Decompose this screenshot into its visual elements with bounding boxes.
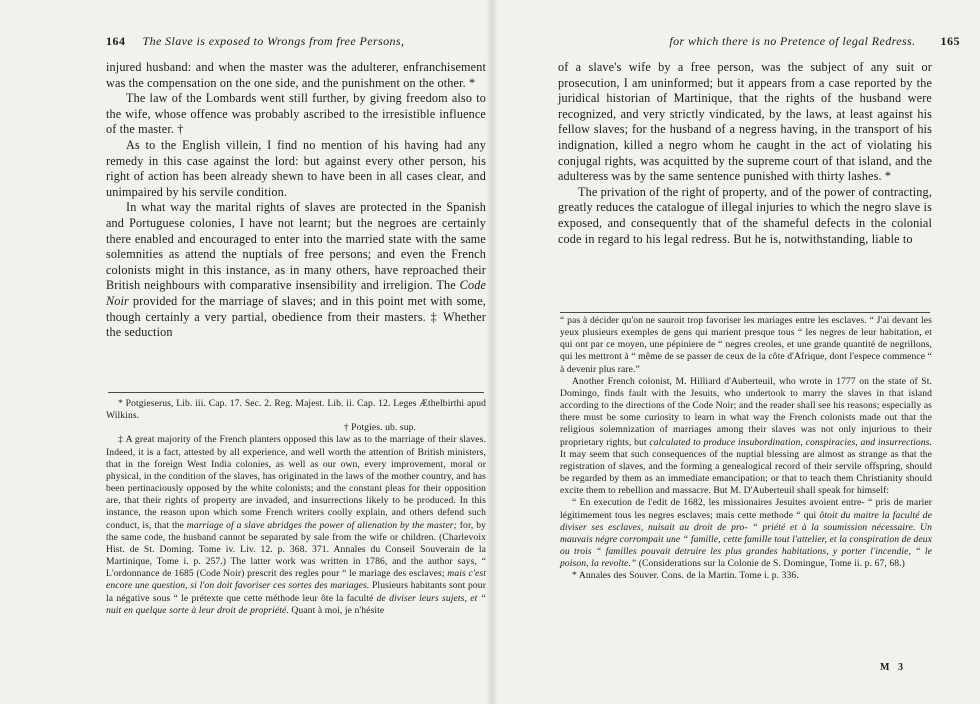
text-run: for, by the same code, the husband cannot be separated by sale from the wife or children. (Charlevoix Hist. de St. Doming. Tome iv. Liv. 12. p. 368. 371. Annales du Conseil Souverain de la Martinique, Tome i. p. 257.) The latter work was written in 1786, and the author says, “ L'ordonnance de 1685 (Code Noir) prescrit des regles pour “ le mariage des esclaves; <box>106 519 486 580</box>
paragraph: The privation of the right of property, and of the power of contracting, greatly reduces the catalogue of illegal injuries to which the negro slave is exposed, and consequently that of the shameful defects in the colonial code in regard to his legal redress. But he is, notwithstanding, liable to <box>558 184 932 246</box>
text-run: “ En execution de l'edit de 1682, les missionaires Jesuites avoient entre- “ pris de marier légitimement tous les negres esclaves; mais cette methode “ qui <box>560 497 932 521</box>
footnote <box>560 376 932 498</box>
signature-mark: M 3 <box>880 662 906 673</box>
italic-run: calculated to produce insubordination, conspiracies, and insurrections. <box>649 436 932 448</box>
text-run: (Considerations sur la Colonie de S. Domingue, Tome ii. p. 67, 68.) <box>636 558 905 570</box>
right-footnotes <box>560 315 932 582</box>
italic-term: Code Noir <box>106 278 486 308</box>
page-number: 165 <box>940 34 960 48</box>
text-run: ‡ A great majority of the French planters opposed this law as to the marriage of their slaves. Indeed, it is a fact, attested by all experience, and well worth the attention of British ministers, that in the foreign West India colonies, as well as our own, every improvement, moral or physical, in the condition of the slaves, has originated in the laws of the mother country, and has been pertinaciously opposed by the white colonists; and the constant pleas for their opposition are, that their rights of property are invaded, and insurrections likely to be produced. In this instance, the reason upon which some French writers coolly explain, and others defend such conduct, is, that the <box>106 434 486 531</box>
paragraph: of a slave's wife by a free person, was the subject of any suit or prosecution, I am uninformed; but it appears from a case reported by the juridical historian of Martinique, that the rights of the husband were recognized, and very strictly vindicated, by the laws, at least against his fellow slaves; for the husband of a negress having, in the transport of his indignation, killed a negro whom he caught in the act of violating his conjugal rights, was acquitted by the supreme court of that island, and the adulteress was by the same sentence punished with thirty lashes. * <box>558 60 932 184</box>
footnote-quote <box>560 497 932 570</box>
paragraph: As to the English villein, I find no mention of his having had any remedy in this case against the lord: but against every other person, his right of action has been already shewn to have been in all cases clear, and unimpaired by his servile condition. <box>106 137 486 199</box>
text-run: In what way the marital rights of slaves are protected in the Spanish and Portuguese colonies, I have not learnt; but the negroes are certainly there enabled and encouraged to enter into the married state with the same solemnities as attend the nuptials of free persons; and even the French colonists might in this instance, as in many others, have reproached their British neighbours with comparative insensibility and irreligion. The <box>106 200 486 293</box>
right-body-text <box>558 60 932 247</box>
italic-run: mais c'est encore une question, si l'on doit favoriser ces sortes des mariages. <box>106 568 486 592</box>
footnote <box>106 422 486 434</box>
text-run: Another French colonist, M. Hilliard d'Auberteuil, who wrote in 1777 on the state of St. Domingo, finds fault with the Jesuits, who undertook to marry the slaves in that island according to the directions of the Code Noir; and the reader shall see his reasons; especially as there must be some curiosity to learn in what way the French colonists made out that the religious solemnization of marriages among their slaves was not only injurious to their proprietary rights, but <box>560 375 933 448</box>
paragraph: injured husband: and when the master was the adulterer, enfranchisement was the compensation on the one side, and the punishment on the other. * <box>106 60 486 90</box>
right-page <box>492 0 980 704</box>
text-run: provided for the marriage of slaves; and in this point met with some, though certainly a very partial, obedience from their masters. ‡ Whether the seduction <box>106 293 486 340</box>
running-title: The Slave is exposed to Wrongs from free Persons, <box>142 34 405 48</box>
footnote <box>106 434 486 616</box>
italic-run: de diviser leurs sujets, et “ nuit en quelque sorte à leur droit de propriété. <box>106 592 486 616</box>
footnote: * Annales des Souver. Cons. de la Martin. Tome i. p. 336. <box>572 570 799 582</box>
footnote-rule <box>560 312 930 313</box>
footnote-rule <box>108 392 484 393</box>
text-run: It may seem that such consequences of the nuptial blessing are almost as strange as that the registration of slaves, and the forming a genealogical record of their servile offspring, should be regarded by them as an immediate emancipation; or that to teach them Christianity should excite them to rebellion and massacre. But M. D'Auberteuil shall speak for himself: <box>560 448 932 497</box>
footnote-dagger: † Potgies. ub. sup. <box>343 422 416 434</box>
italic-run: ôtoit du maitre la faculté de diviser ses esclaves, nuisait au droit de pro- “ priété et à la soumission nécessaire. Un mauvais négre corrompait une “ famille, cette famille tout l'attelier, et la conspiration de deux ou trois “ familles pouvait detruire les plus grandes habitations, y porter l'incendie, “ le poison, la revolte.” <box>560 509 932 570</box>
right-page-header <box>604 34 960 49</box>
italic-run: marriage of a slave abridges the power of alienation by the master; <box>186 519 457 531</box>
left-footnotes <box>106 398 486 617</box>
left-page-header <box>106 34 486 49</box>
footnote: * Potgieserus, Lib. iii. Cap. 17. Sec. 2. Reg. Majest. Lib. ii. Cap. 12. Leges Æthelbirthi apud Wilkins. <box>106 398 486 422</box>
page-number: 164 <box>106 34 126 48</box>
text-run: Quant à moi, je n'hésite <box>288 604 385 616</box>
left-body-text <box>106 60 486 341</box>
paragraph <box>106 200 486 340</box>
paragraph: The law of the Lombards went still further, by giving freedom also to the wife, whose offence was probably ascribed to the irresistible influence of the master. † <box>106 91 486 137</box>
text-run: Plusieurs habitants sont pour la négative sous “ le prétexte que cette méthode leur ôte la faculté <box>106 580 486 604</box>
footnote-quote: “ pas à décider qu'on ne sauroit trop favoriser les mariages entre les esclaves. “ J'ai devant les yeux plusieurs exemples de gens qui marient presque tous “ les negres de leur habitation, et qui ont par ce moyen, une pépiniere de “ negres creoles, et une grande quantité de negrillons, qui les mettront à “ même de se passer de ceux de la côte d'Afrique, dont l'espece commence “ à devenir plus rare.” <box>560 315 932 375</box>
running-title: for which there is no Pretence of legal Redress. <box>669 34 916 48</box>
